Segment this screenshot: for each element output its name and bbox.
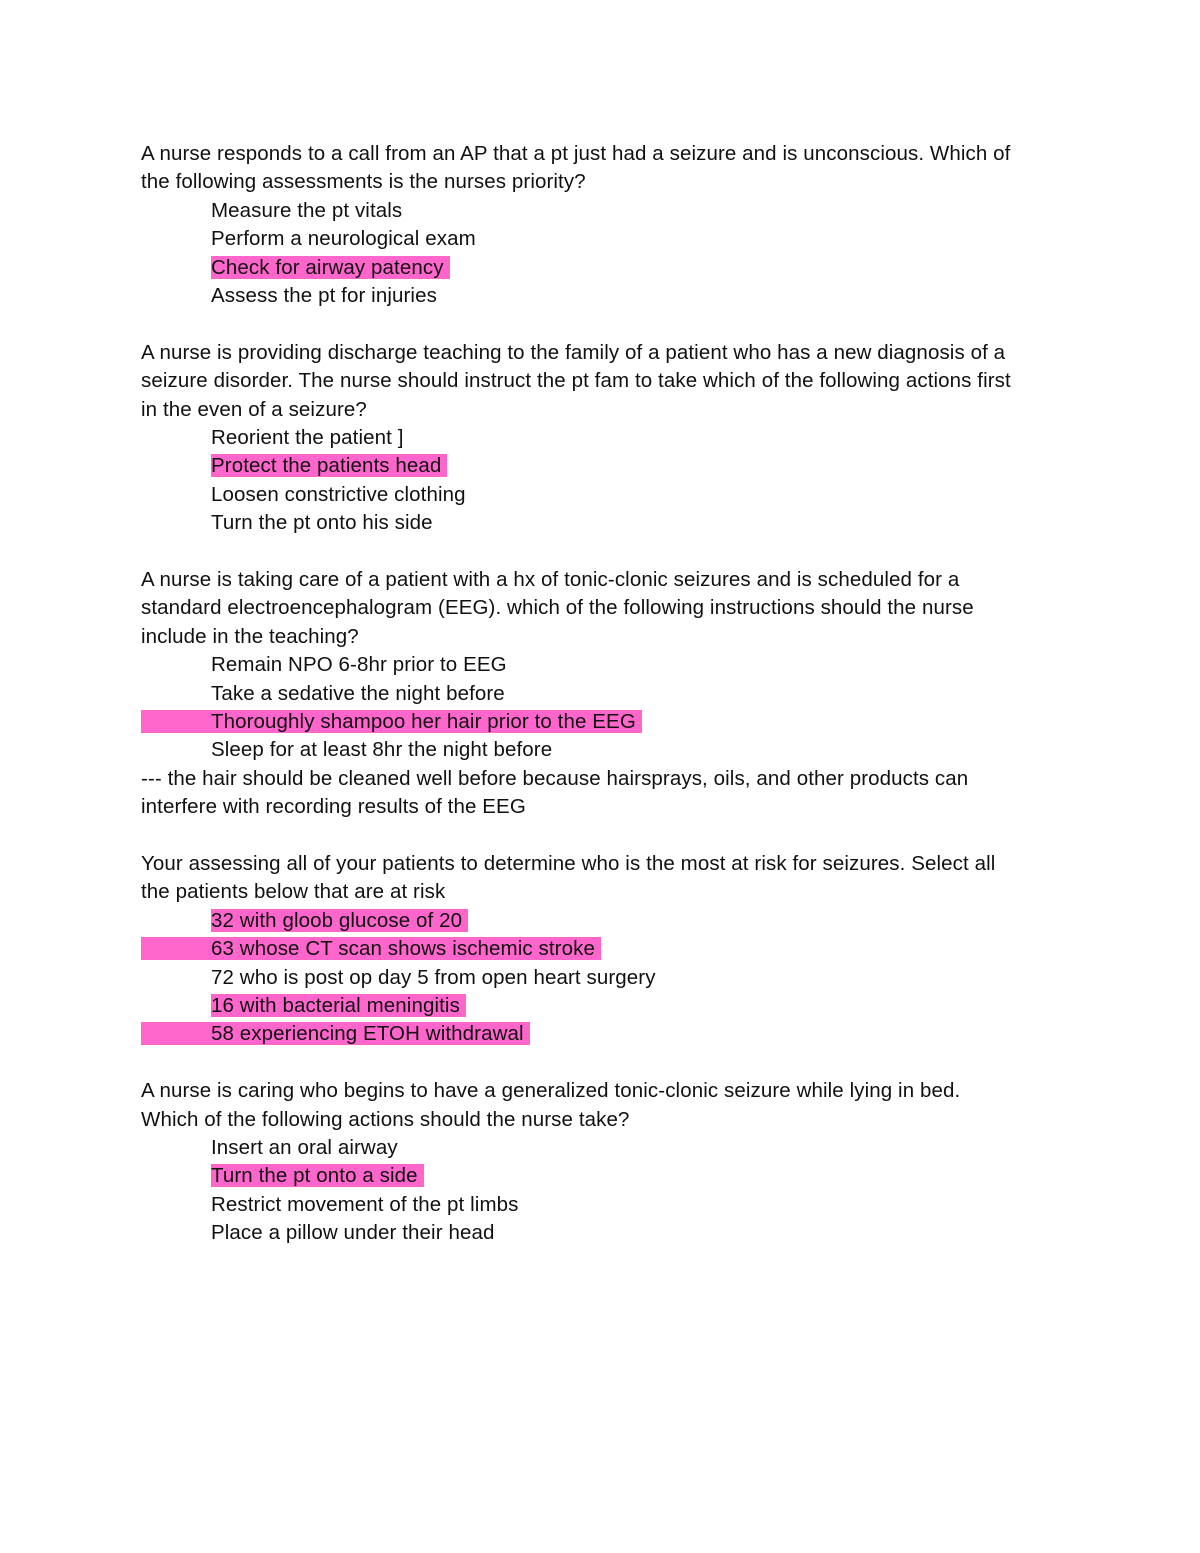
- question-4-option-text: 72 who is post op day 5 from open heart surgery: [211, 965, 656, 989]
- question-4-option: [211, 964, 656, 992]
- question-4-stem-line-text: Your assessing all of your patients to determine who is the most at risk for seizures. Select all: [141, 852, 996, 875]
- question-5-stem-line: [141, 1106, 629, 1134]
- question-1-option: [211, 197, 402, 225]
- question-4-option-highlighted: [211, 992, 466, 1020]
- question-3-stem-line: [141, 566, 959, 594]
- question-5-option-text: Place a pillow under their head: [211, 1221, 495, 1245]
- question-3-stem-line-text: A nurse is taking care of a patient with a hx of tonic-clonic seizures and is scheduled for a: [141, 568, 960, 591]
- question-5-option-text: Insert an oral airway: [211, 1136, 398, 1159]
- question-2-option-text: Reorient the patient ]: [211, 426, 404, 449]
- question-2-option: [211, 481, 466, 509]
- question-4-stem-line-text: the patients below that are at risk: [141, 880, 446, 904]
- question-5-option: [211, 1191, 519, 1219]
- question-3-option: [211, 680, 505, 708]
- question-1-option-text: Assess the pt for injuries: [211, 284, 437, 307]
- question-5-option: [211, 1134, 398, 1162]
- question-4-stem-line: [141, 850, 995, 878]
- question-3-stem-line: [141, 623, 359, 651]
- question-4-option-highlighted: [211, 1020, 530, 1048]
- question-3-stem-line-text: standard electroencephalogram (EEG). which of the following instructions should the nurse: [141, 596, 974, 620]
- question-1-option-text: Perform a neurological exam: [211, 227, 476, 251]
- question-3-option: [211, 736, 552, 764]
- question-1-option-highlighted-text: Check for airway patency: [211, 256, 450, 279]
- question-1-option-highlighted: [211, 254, 450, 282]
- question-3-option: [211, 651, 507, 679]
- question-4-option-highlighted: [211, 907, 468, 935]
- question-2-stem-line-text: in the even of a seizure?: [141, 397, 367, 421]
- question-1-stem-line-text: A nurse responds to a call from an AP that a pt just had a seizure and is unconscious. Which of: [141, 142, 1011, 165]
- question-5-stem-line-text: A nurse is caring who begins to have a generalized tonic-clonic seizure while lying in bed.: [141, 1079, 961, 1103]
- question-5-stem-line: [141, 1077, 960, 1105]
- question-3-rationale-line: [141, 793, 526, 821]
- question-1-stem-line-text: the following assessments is the nurses priority?: [141, 170, 586, 194]
- question-3-option-text: Take a sedative the night before: [211, 681, 505, 705]
- question-4-option-highlighted-text: 63 whose CT scan shows ischemic stroke: [141, 937, 601, 960]
- question-5-option-highlighted: [211, 1162, 424, 1190]
- question-1-option-text: Measure the pt vitals: [211, 198, 403, 222]
- question-3-option-highlighted: [211, 708, 642, 736]
- question-3-rationale-line: [141, 765, 968, 793]
- question-3-rationale-line-text: interfere with recording results of the EEG: [141, 795, 526, 819]
- question-3-option-text: Remain NPO 6-8hr prior to EEG: [211, 653, 507, 677]
- question-4-stem-line: [141, 878, 445, 906]
- question-3-option-highlighted-text: Thoroughly shampoo her hair prior to the EEG: [141, 710, 642, 733]
- question-2-stem-line: [141, 367, 1011, 395]
- question-4-option-highlighted-text: 58 experiencing ETOH withdrawal: [141, 1022, 530, 1045]
- question-2-option: [211, 509, 433, 537]
- question-2-stem-line: [141, 396, 367, 424]
- question-2-option: [211, 424, 404, 452]
- question-3-option-text: Sleep for at least 8hr the night before: [211, 738, 553, 762]
- question-4-option-highlighted-text: 32 with gloob glucose of 20: [211, 909, 468, 932]
- question-1-stem-line: [141, 168, 586, 196]
- question-4-option-highlighted: [211, 935, 601, 963]
- question-5-option-text: Restrict movement of the pt limbs: [211, 1192, 519, 1216]
- question-2-option-highlighted: [211, 452, 447, 480]
- question-3-stem-line: [141, 594, 974, 622]
- question-3-stem-line-text: include in the teaching?: [141, 624, 359, 648]
- question-5-option: [211, 1219, 494, 1247]
- question-1-option: [211, 225, 476, 253]
- question-2-stem-line-text: seizure disorder. The nurse should instruct the pt fam to take which of the following actions first: [141, 369, 1011, 393]
- question-2-option-text: Loosen constrictive clothing: [211, 482, 466, 506]
- question-1-stem-line: [141, 140, 1010, 168]
- question-3-rationale-line-text: --- the hair should be cleaned well before because hairsprays, oils, and other products can: [141, 766, 969, 790]
- question-2-stem-line: [141, 339, 1005, 367]
- question-2-stem-line-text: A nurse is providing discharge teaching to the family of a patient who has a new diagnosis of a: [141, 340, 1006, 364]
- question-5-option-highlighted-text: Turn the pt onto a side: [211, 1164, 424, 1187]
- question-2-option-highlighted-text: Protect the patients head: [211, 454, 447, 477]
- question-4-option-highlighted-text: 16 with bacterial meningitis: [211, 994, 466, 1017]
- question-1-option: [211, 282, 437, 310]
- question-5-stem-line-text: Which of the following actions should the nurse take?: [141, 1107, 630, 1131]
- question-2-option-text: Turn the pt onto his side: [211, 511, 433, 535]
